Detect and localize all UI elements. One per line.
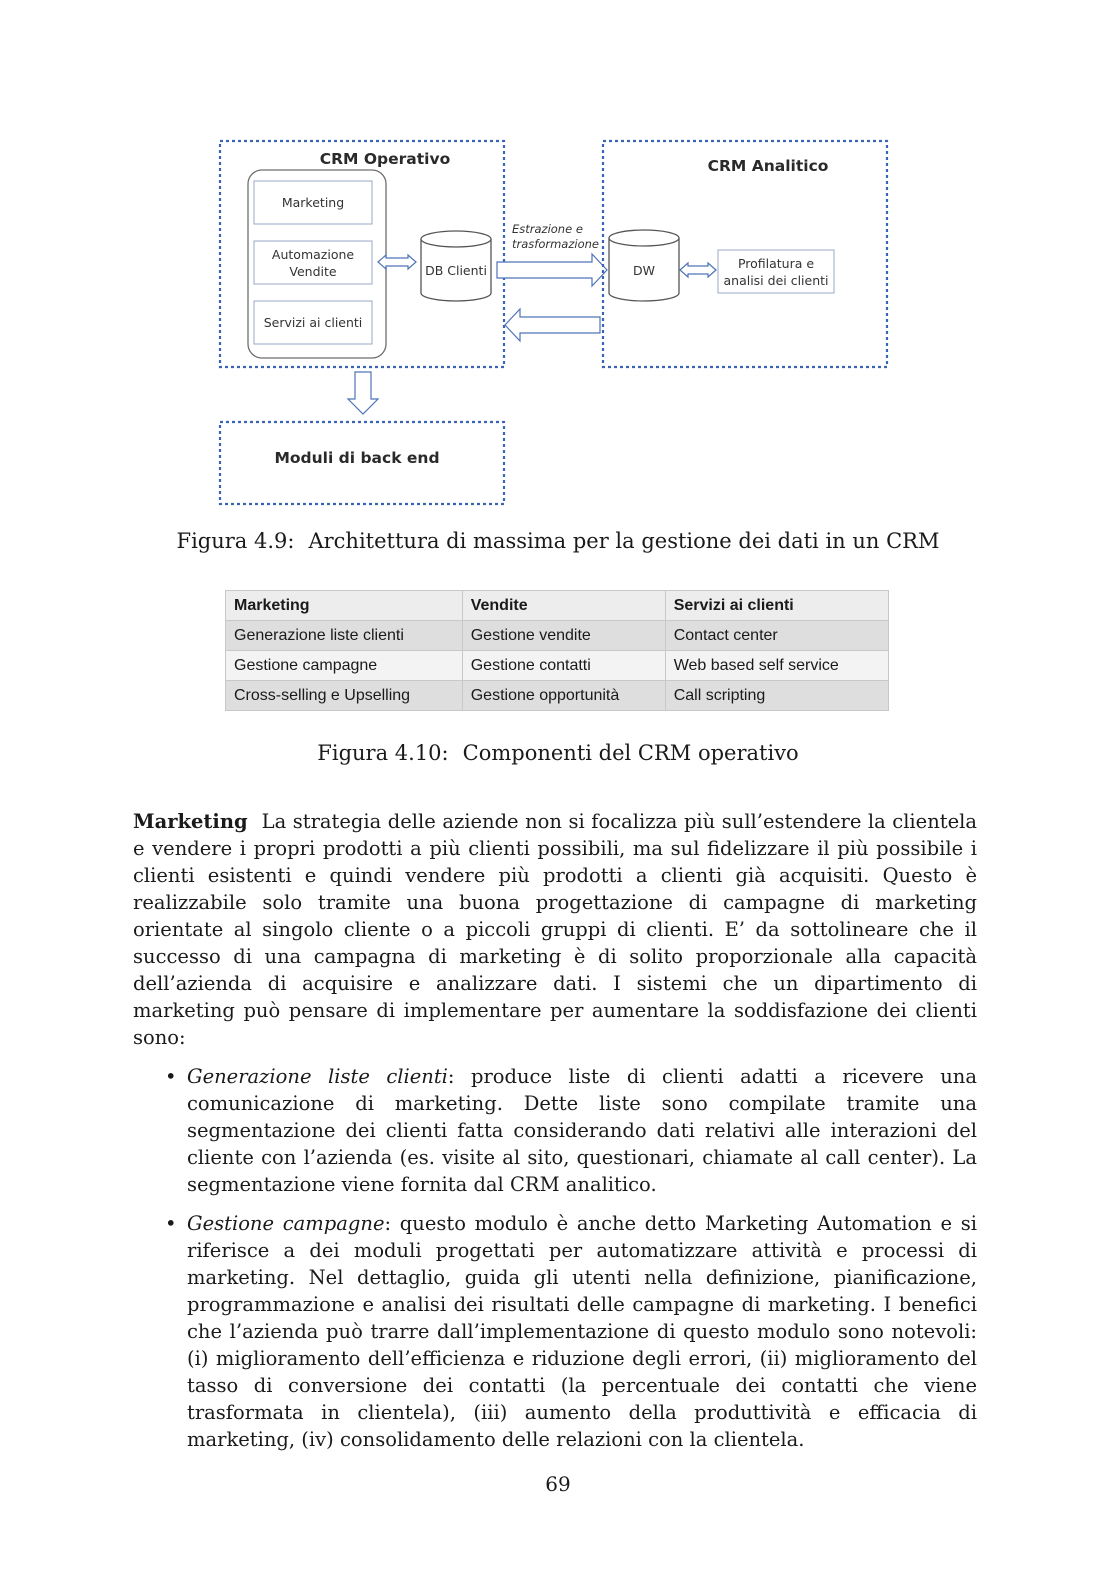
table-cell: Gestione contatti bbox=[462, 651, 665, 681]
dw-cylinder-top bbox=[609, 230, 679, 246]
bullet-term: Gestione campagne bbox=[187, 1212, 385, 1235]
table-row bbox=[226, 621, 889, 651]
figure-4-9-label: Figura 4.9: bbox=[176, 529, 295, 553]
automazione-db-double-arrow bbox=[378, 255, 416, 269]
list-item bbox=[133, 1210, 977, 1453]
table-cell: Gestione campagne bbox=[226, 651, 463, 681]
figure-4-10-label: Figura 4.10: bbox=[317, 741, 449, 765]
table-header-cell: Marketing bbox=[226, 591, 463, 621]
table-header-row bbox=[226, 591, 889, 621]
automazione-module-label-2: Vendite bbox=[289, 264, 337, 279]
table-cell: Gestione vendite bbox=[462, 621, 665, 651]
figure-4-10-caption bbox=[0, 741, 1116, 765]
table-row bbox=[226, 651, 889, 681]
table-cell: Cross-selling e Upselling bbox=[226, 681, 463, 711]
bullet-icon: • bbox=[165, 1212, 177, 1235]
systems-list bbox=[133, 1063, 977, 1453]
dw-label: DW bbox=[633, 263, 655, 278]
back-end-label: Moduli di back end bbox=[274, 449, 440, 467]
estrazione-label-2: trasformazione bbox=[512, 237, 599, 251]
crm-architecture-diagram bbox=[0, 0, 1116, 530]
figure-4-10-text: Componenti del CRM operativo bbox=[462, 741, 799, 765]
bullet-icon: • bbox=[165, 1065, 177, 1088]
profilatura-label-1: Profilatura e bbox=[737, 256, 815, 271]
figure-4-9-caption bbox=[0, 529, 1116, 553]
table-cell: Contact center bbox=[665, 621, 888, 651]
crm-components-table bbox=[225, 590, 889, 711]
automazione-module-label-1: Automazione bbox=[271, 247, 355, 262]
bullet-term: Generazione liste clienti bbox=[187, 1065, 448, 1088]
bullet-text: : produce liste di clienti adatti a ricevere una comunicazione di marketing. Dette liste sono compilate tramite una segmentazione dei clienti fatta considerando dati relativi alle interazioni del cliente con l’azienda (es. visite al sito, questionari, chiamate al call center). La segmentazione viene fornita dal CRM analitico. bbox=[187, 1065, 977, 1196]
bullet-text: : questo modulo è anche detto Marketing Automation e si riferisce a dei moduli progettati per automatizzare attività e processi di marketing. Nel dettaglio, guida gli utenti nella definizione, pianificazione, programmazione e analisi dei risultati delle campagne di marketing. I benefici che l’azienda può trarre dall’implementazione di questo modulo sono notevoli: (i) miglioramento dell’efficienza e riduzione degli errori, (ii) miglioramento del tasso di conversione dei contatti (la percentuale dei contatti che viene trasformata in clientela), (iii) aumento della produttività e efficacia di marketing, (iv) consolidamento delle relazioni con la clientela. bbox=[187, 1212, 977, 1451]
table-cell: Gestione opportunità bbox=[462, 681, 665, 711]
down-arrow-back-end bbox=[348, 372, 378, 414]
db-clienti-label: DB Clienti bbox=[425, 263, 487, 278]
marketing-paragraph bbox=[133, 808, 977, 1051]
table-row bbox=[226, 681, 889, 711]
table-cell: Web based self service bbox=[665, 651, 888, 681]
extract-right-arrow bbox=[497, 254, 607, 286]
table-cell: Generazione liste clienti bbox=[226, 621, 463, 651]
section-heading: Marketing bbox=[133, 810, 248, 833]
list-item bbox=[133, 1063, 977, 1198]
profilatura-label-2: analisi dei clienti bbox=[723, 273, 829, 288]
dw-profilatura-double-arrow bbox=[680, 263, 716, 277]
marketing-section bbox=[133, 808, 977, 1465]
paragraph-text: La strategia delle aziende non si focalizza più sull’estendere la clientela e vendere i propri prodotti a più clienti possibili, ma sul fidelizzare il più possibile i clienti esistenti e quindi vendere più prodotti a clienti già acquisiti. Questo è realizzabile solo tramite una buona progettazione di campagne di marketing orientate al singolo cliente o a piccoli gruppi di clienti. E’ da sottolineare che il successo di una campagna di marketing è di solito proporzionale alla capacità dell’azienda di acquisire e analizzare dati. I sistemi che un dipartimento di marketing può pensare di implementare per aumentare la soddisfazione dei clienti sono: bbox=[133, 810, 977, 1049]
estrazione-label-1: Estrazione e bbox=[512, 222, 583, 236]
return-left-arrow bbox=[505, 309, 600, 341]
table-header-cell: Vendite bbox=[462, 591, 665, 621]
page-number: 69 bbox=[545, 1472, 571, 1496]
marketing-module-label: Marketing bbox=[281, 195, 345, 210]
table-header-cell: Servizi ai clienti bbox=[665, 591, 888, 621]
crm-operativo-title: CRM Operativo bbox=[319, 150, 451, 168]
crm-analitico-title: CRM Analitico bbox=[707, 157, 829, 175]
db-clienti-cylinder-top bbox=[421, 231, 491, 247]
figure-4-9-text: Architettura di massima per la gestione dei dati in un CRM bbox=[308, 529, 940, 553]
servizi-module-label: Servizi ai clienti bbox=[263, 315, 363, 330]
table-cell: Call scripting bbox=[665, 681, 888, 711]
